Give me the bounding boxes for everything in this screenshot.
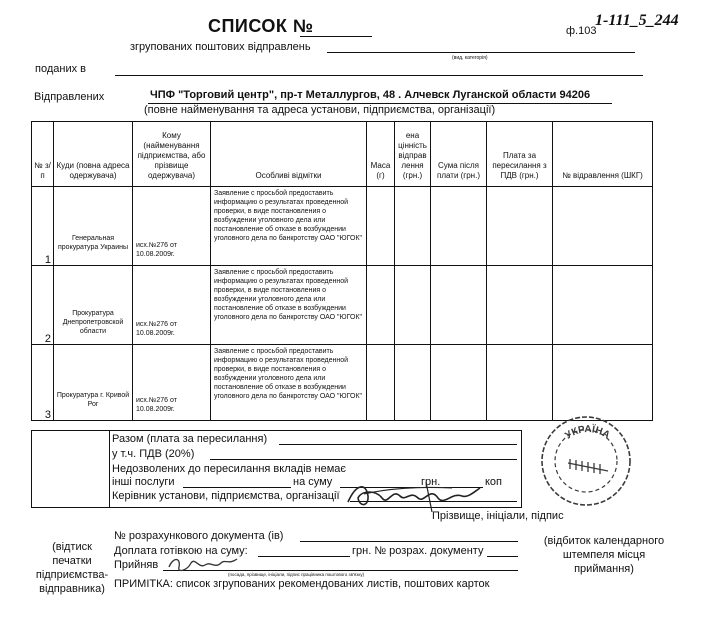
cash-payment-label: Доплата готівкою на суму: [114,545,248,557]
form-code: ф.103 [566,25,597,37]
row-recipient: исх.№276 от 10.08.2009г. [133,345,211,421]
row-address [54,266,133,345]
table-header-row [32,122,653,187]
accepted-signature-image [165,553,245,575]
row-address-text: Прокуратура г. Кривой Рог [56,391,130,408]
row-tracking [553,345,653,421]
grouped-line-label: згрупованих поштових відправлень [130,41,311,53]
sender-label: Відправлених [34,91,105,103]
col-header-value: ена цінність відправ лення (грн.) [395,122,431,187]
row-fee [487,187,553,266]
other-services-line [183,487,291,488]
row-recipient: исх.№276 от 10.08.2009г. [133,266,211,345]
handwritten-number: 1-111_5_244 [595,12,679,29]
kop-label: коп [485,476,503,488]
col-header-number: № з/п [32,122,54,187]
row-number: 2 [32,266,54,345]
row-notes: Заявление с просьбой предоставить информацию о результатах проведенной проверки, в виде постановления о возбуждении уголовного дела или постановление об отказе в возбуждении уголовного дела по банкротству ОАО "ЮГОК" [211,187,367,266]
calendar-stamp-note: (відбиток календарного штемпеля місця приймання) [543,535,665,575]
title-number-line [300,36,372,37]
postal-stamp-image [538,413,634,509]
category-note: (вид, категорія) [452,55,488,61]
col-header-notes: Особливі відмітки [211,122,367,187]
stamp-text: УКРАЇНА [563,424,612,442]
other-services-label: інші послуги [112,476,175,488]
category-line [327,52,635,53]
row-mass [367,187,395,266]
table-row [32,345,653,421]
sender-note: (повне найменування та адреса установи, підприємства, організації) [144,104,496,116]
sender-stamp-box [31,430,110,508]
signature-image [342,476,482,514]
svg-text:УКРАЇНА [563,422,611,441]
row-address-text: Прокуратура Днепропетровской области [62,309,124,335]
row-fee [487,266,553,345]
cash-payment-line [258,556,350,557]
row-sum [431,266,487,345]
row-notes: Заявление с просьбой предоставить информацию о результатах проведенной проверки, в виде постановления о возбуждении уголовного дела или постановление об отказе в возбуждении уголовного дела по банкротству ОАО "ЮГОК" [211,266,367,345]
sender-imprint-note: (відтиск печатки підприємства-відправника) [35,541,109,595]
uah-label: грн. [421,476,441,488]
accepted-label: Прийняв [114,559,159,571]
document-title: СПИСОК № [208,16,314,36]
total-label: Разом (плата за пересилання) [112,433,268,445]
row-sum [431,345,487,421]
row-value [395,187,431,266]
submitted-line [115,75,643,76]
row-address [54,345,133,421]
sender-name: ЧПФ "Торговий центр", пр-т Металлургов, 48 . Алчевск Луганской области 94206 [150,89,591,101]
col-header-mass: Маса (г) [367,122,395,187]
row-address [54,187,133,266]
vat-label: у т.ч. ПДВ (20%) [112,448,195,460]
row-notes: Заявление с просьбой предоставить информацию о результатах проведенной проверки, в виде постановления о возбуждении уголовного дела или постановление об отказе в возбуждении уголовного дела по банкротству ОАО "ЮГОК" [211,345,367,421]
row-sum [431,187,487,266]
table-row [32,266,653,345]
col-header-address: Куди (повна адреса одержувача) [54,122,133,187]
uah-settlement-label: грн. № розрах. документу [352,545,484,557]
row-mass [367,266,395,345]
row-number: 1 [32,187,54,266]
submitted-label: поданих в [35,63,86,75]
row-recipient: исх.№276 от 10.08.2009г. [133,187,211,266]
settlement-doc-line [300,541,518,542]
row-value [395,266,431,345]
head-label: Керівник установи, підприємства, організації [112,490,340,502]
row-mass [367,345,395,421]
row-tracking [553,187,653,266]
table-row [32,187,653,266]
accepted-note: (посада, прізвище, ініціали, підпис працівника поштового зв'язку) [228,572,365,577]
col-header-recipient: Кому (найменування підприємства, або прізвище одержувача) [133,122,211,187]
row-fee [487,345,553,421]
row-value [395,345,431,421]
total-line [279,444,517,445]
col-header-tracking: № відравлення (ШКГ) [553,122,653,187]
not-allowed-label: Недозволених до пересилання вкладів немає [112,463,346,475]
on-sum-label: на суму [293,476,333,488]
settlement-number-line [487,556,518,557]
col-header-sum: Сума після плати (грн.) [431,122,487,187]
surname-label: Прізвище, ініціали, підпис [432,510,564,522]
settlement-doc-label: № розрахункового документа (ів) [114,530,284,542]
col-header-fee: Плата за пересилання з ПДВ (грн.) [487,122,553,187]
row-number: 3 [32,345,54,421]
row-address-text: Генеральная прокуратура Украины [58,235,128,251]
shipments-table [31,121,653,421]
vat-line [210,459,517,460]
row-tracking [553,266,653,345]
footnote: ПРИМІТКА: список згрупованих рекомендованих листів, поштових карток [114,578,490,590]
